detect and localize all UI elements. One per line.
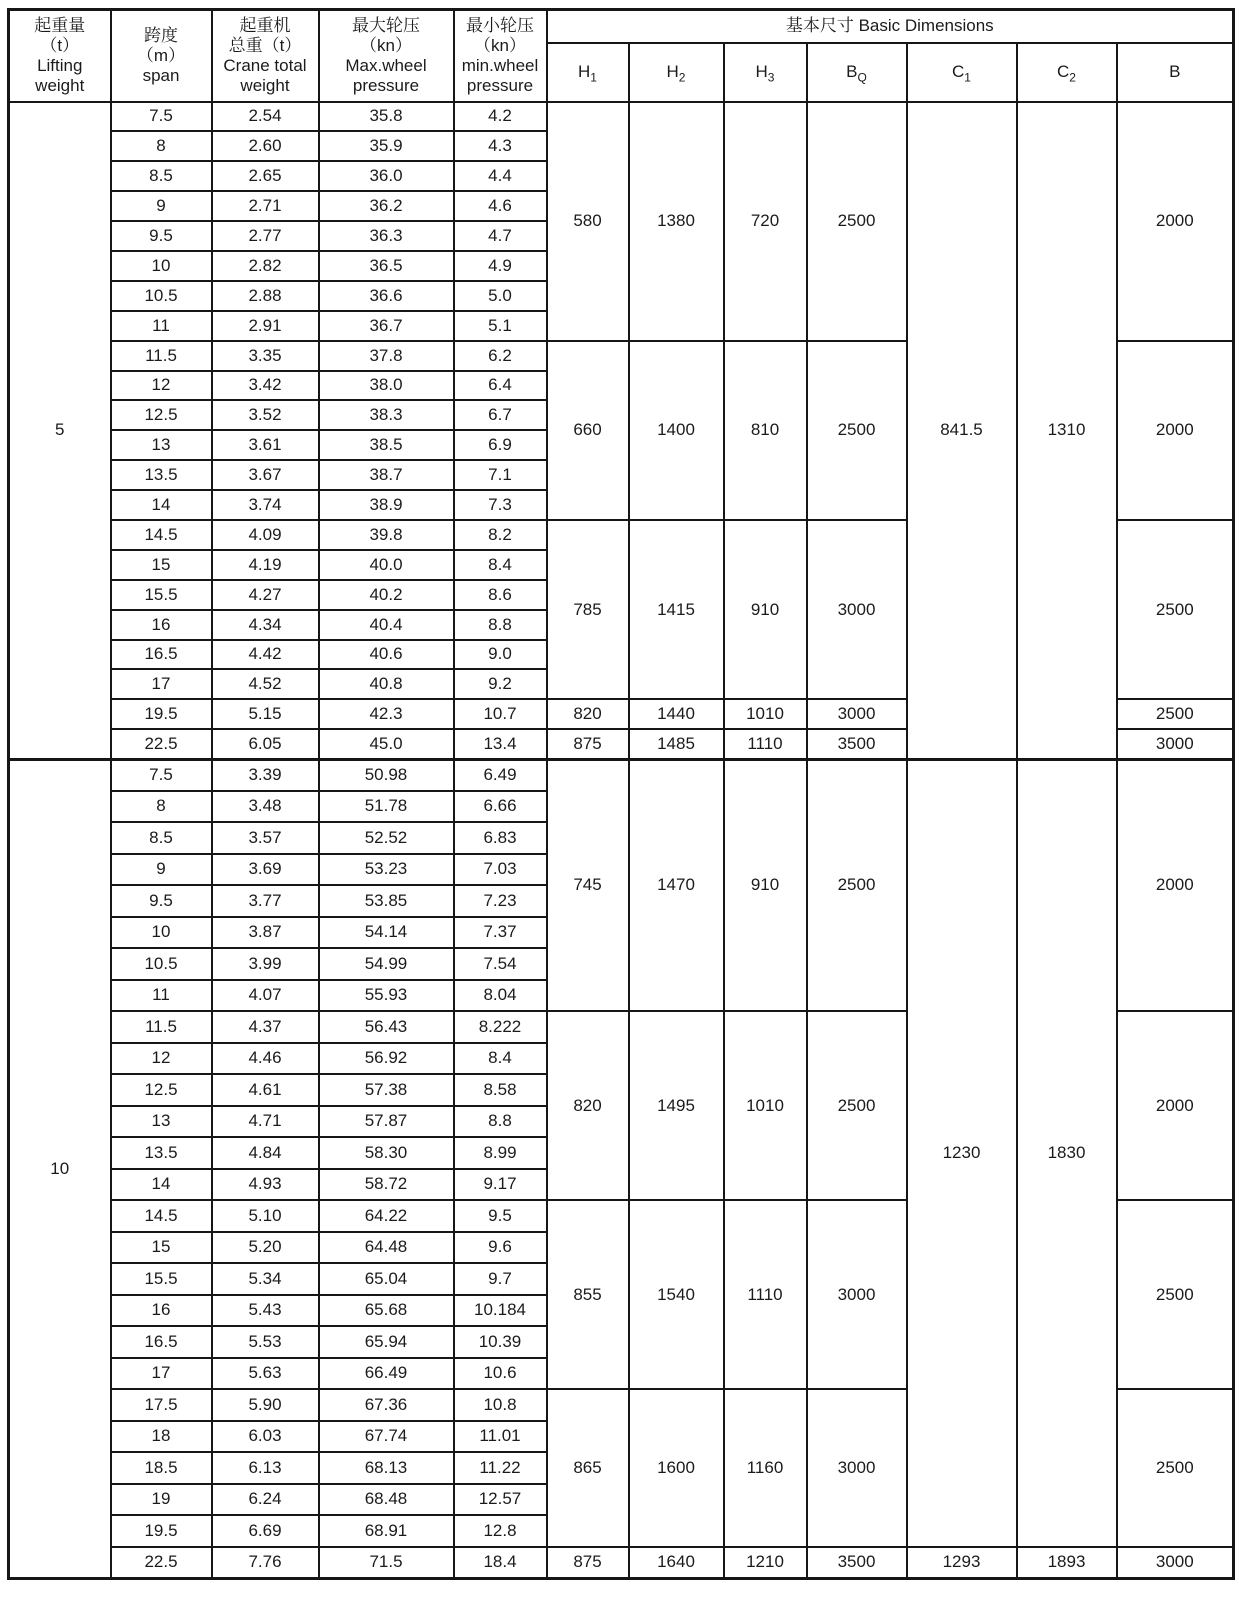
total-weight-cell: 3.57 bbox=[212, 822, 319, 854]
max-wheel-cell: 42.3 bbox=[319, 699, 454, 729]
max-wheel-cell: 66.49 bbox=[319, 1358, 454, 1390]
b-cell: 2500 bbox=[1117, 1200, 1234, 1389]
span-cell: 17 bbox=[111, 669, 212, 699]
b-cell: 3000 bbox=[1117, 729, 1234, 759]
h2-cell: 1440 bbox=[629, 699, 724, 729]
max-wheel-cell: 45.0 bbox=[319, 729, 454, 759]
col-header-span-en: span bbox=[142, 65, 180, 85]
span-cell: 10 bbox=[111, 917, 212, 949]
total-weight-cell: 6.05 bbox=[212, 729, 319, 759]
min-wheel-cell: 4.4 bbox=[454, 161, 547, 191]
max-wheel-cell: 40.6 bbox=[319, 640, 454, 670]
max-wheel-cell: 52.52 bbox=[319, 822, 454, 854]
col-header-min-wheel-unit: （kn） bbox=[474, 35, 526, 55]
span-cell: 7.5 bbox=[111, 759, 212, 791]
min-wheel-cell: 8.222 bbox=[454, 1011, 547, 1043]
min-wheel-cell: 13.4 bbox=[454, 729, 547, 759]
total-weight-cell: 4.34 bbox=[212, 610, 319, 640]
total-weight-cell: 3.61 bbox=[212, 430, 319, 460]
span-cell: 9 bbox=[111, 854, 212, 886]
span-cell: 15 bbox=[111, 1232, 212, 1264]
min-wheel-cell: 4.6 bbox=[454, 191, 547, 221]
c2-cell: 1893 bbox=[1017, 1547, 1117, 1579]
span-cell: 12.5 bbox=[111, 1074, 212, 1106]
total-weight-cell: 5.34 bbox=[212, 1263, 319, 1295]
total-weight-cell: 4.42 bbox=[212, 640, 319, 670]
span-cell: 8.5 bbox=[111, 822, 212, 854]
max-wheel-cell: 38.9 bbox=[319, 490, 454, 520]
min-wheel-cell: 7.54 bbox=[454, 948, 547, 980]
max-wheel-cell: 58.30 bbox=[319, 1137, 454, 1169]
b-cell: 2000 bbox=[1117, 341, 1234, 520]
max-wheel-cell: 54.14 bbox=[319, 917, 454, 949]
b-cell: 2500 bbox=[1117, 520, 1234, 699]
span-cell: 15 bbox=[111, 550, 212, 580]
h1-cell: 785 bbox=[547, 520, 629, 699]
min-wheel-cell: 12.57 bbox=[454, 1484, 547, 1516]
b-cell: 3000 bbox=[1117, 1547, 1234, 1579]
max-wheel-cell: 58.72 bbox=[319, 1169, 454, 1201]
max-wheel-cell: 36.0 bbox=[319, 161, 454, 191]
min-wheel-cell: 7.1 bbox=[454, 460, 547, 490]
h1-cell: 820 bbox=[547, 1011, 629, 1200]
span-cell: 7.5 bbox=[111, 102, 212, 132]
bq-cell: 2500 bbox=[807, 759, 907, 1011]
h1-cell: 865 bbox=[547, 1389, 629, 1547]
b-cell: 2500 bbox=[1117, 699, 1234, 729]
col-header-crane-total-weight-en2: weight bbox=[240, 75, 290, 95]
max-wheel-cell: 68.48 bbox=[319, 1484, 454, 1516]
total-weight-cell: 4.93 bbox=[212, 1169, 319, 1201]
total-weight-cell: 3.52 bbox=[212, 400, 319, 430]
min-wheel-cell: 9.7 bbox=[454, 1263, 547, 1295]
min-wheel-cell: 6.49 bbox=[454, 759, 547, 791]
span-cell: 14 bbox=[111, 1169, 212, 1201]
min-wheel-cell: 4.3 bbox=[454, 131, 547, 161]
bq-cell: 3000 bbox=[807, 1200, 907, 1389]
max-wheel-cell: 36.5 bbox=[319, 251, 454, 281]
span-cell: 8.5 bbox=[111, 161, 212, 191]
min-wheel-cell: 9.5 bbox=[454, 1200, 547, 1232]
min-wheel-cell: 4.7 bbox=[454, 221, 547, 251]
table-row bbox=[9, 759, 1234, 791]
col-header-lifting-weight-zh: 起重量 bbox=[34, 15, 86, 35]
max-wheel-cell: 55.93 bbox=[319, 980, 454, 1012]
max-wheel-cell: 37.8 bbox=[319, 341, 454, 371]
b-cell: 2000 bbox=[1117, 759, 1234, 1011]
max-wheel-cell: 56.92 bbox=[319, 1043, 454, 1075]
span-cell: 19.5 bbox=[111, 699, 212, 729]
h1-cell: 820 bbox=[547, 699, 629, 729]
total-weight-cell: 6.69 bbox=[212, 1515, 319, 1547]
h2-cell: 1640 bbox=[629, 1547, 724, 1579]
min-wheel-cell: 8.04 bbox=[454, 980, 547, 1012]
min-wheel-cell: 8.2 bbox=[454, 520, 547, 550]
max-wheel-cell: 71.5 bbox=[319, 1547, 454, 1579]
table-row bbox=[9, 1547, 1234, 1579]
min-wheel-cell: 10.8 bbox=[454, 1389, 547, 1421]
span-cell: 12.5 bbox=[111, 400, 212, 430]
col-header-max-wheel-en1: Max.wheel bbox=[345, 55, 427, 75]
total-weight-cell: 4.46 bbox=[212, 1043, 319, 1075]
span-cell: 9.5 bbox=[111, 221, 212, 251]
max-wheel-cell: 68.13 bbox=[319, 1452, 454, 1484]
min-wheel-cell: 9.17 bbox=[454, 1169, 547, 1201]
basic-dimensions-title: 基本尺寸 Basic Dimensions bbox=[547, 10, 1234, 43]
span-cell: 17 bbox=[111, 1358, 212, 1390]
total-weight-cell: 4.37 bbox=[212, 1011, 319, 1043]
col-header-max-wheel-pressure bbox=[319, 10, 454, 102]
min-wheel-cell: 8.58 bbox=[454, 1074, 547, 1106]
dim-col-header-c1: $C_1$ bbox=[907, 43, 1017, 102]
max-wheel-cell: 50.98 bbox=[319, 759, 454, 791]
max-wheel-cell: 67.36 bbox=[319, 1389, 454, 1421]
max-wheel-cell: 38.7 bbox=[319, 460, 454, 490]
bq-cell: 3000 bbox=[807, 520, 907, 699]
max-wheel-cell: 39.8 bbox=[319, 520, 454, 550]
total-weight-cell: 3.99 bbox=[212, 948, 319, 980]
total-weight-cell: 5.15 bbox=[212, 699, 319, 729]
span-cell: 9 bbox=[111, 191, 212, 221]
max-wheel-cell: 65.04 bbox=[319, 1263, 454, 1295]
span-cell: 15.5 bbox=[111, 580, 212, 610]
max-wheel-cell: 65.68 bbox=[319, 1295, 454, 1327]
min-wheel-cell: 7.37 bbox=[454, 917, 547, 949]
dim-col-header-bq: $B_Q$ bbox=[807, 43, 907, 102]
total-weight-cell: 2.77 bbox=[212, 221, 319, 251]
span-cell: 22.5 bbox=[111, 1547, 212, 1579]
min-wheel-cell: 10.7 bbox=[454, 699, 547, 729]
span-cell: 17.5 bbox=[111, 1389, 212, 1421]
min-wheel-cell: 8.4 bbox=[454, 550, 547, 580]
col-header-max-wheel-unit: （kn） bbox=[360, 35, 412, 55]
dim-col-header-b: B bbox=[1117, 43, 1234, 102]
min-wheel-cell: 9.0 bbox=[454, 640, 547, 670]
max-wheel-cell: 67.74 bbox=[319, 1421, 454, 1453]
span-cell: 11.5 bbox=[111, 341, 212, 371]
min-wheel-cell: 6.2 bbox=[454, 341, 547, 371]
min-wheel-cell: 6.7 bbox=[454, 400, 547, 430]
total-weight-cell: 3.48 bbox=[212, 791, 319, 823]
span-cell: 18.5 bbox=[111, 1452, 212, 1484]
bq-cell: 2500 bbox=[807, 102, 907, 341]
total-weight-cell: 5.43 bbox=[212, 1295, 319, 1327]
col-header-lifting-weight-en2: weight bbox=[35, 75, 85, 95]
span-cell: 19 bbox=[111, 1484, 212, 1516]
h1-cell: 580 bbox=[547, 102, 629, 341]
total-weight-cell: 3.69 bbox=[212, 854, 319, 886]
span-cell: 16 bbox=[111, 1295, 212, 1327]
total-weight-cell: 4.61 bbox=[212, 1074, 319, 1106]
total-weight-cell: 4.71 bbox=[212, 1106, 319, 1138]
span-cell: 13.5 bbox=[111, 460, 212, 490]
span-cell: 10.5 bbox=[111, 281, 212, 311]
b-cell: 2000 bbox=[1117, 102, 1234, 341]
max-wheel-cell: 36.2 bbox=[319, 191, 454, 221]
total-weight-cell: 7.76 bbox=[212, 1547, 319, 1579]
b-cell: 2500 bbox=[1117, 1389, 1234, 1547]
h1-cell: 855 bbox=[547, 1200, 629, 1389]
span-cell: 16.5 bbox=[111, 640, 212, 670]
col-header-min-wheel-en2: pressure bbox=[466, 75, 534, 95]
max-wheel-cell: 57.87 bbox=[319, 1106, 454, 1138]
col-header-span bbox=[111, 10, 212, 102]
h2-cell: 1400 bbox=[629, 341, 724, 520]
min-wheel-cell: 6.83 bbox=[454, 822, 547, 854]
span-cell: 12 bbox=[111, 1043, 212, 1075]
header-row-top bbox=[9, 10, 1234, 43]
max-wheel-cell: 65.94 bbox=[319, 1326, 454, 1358]
col-header-crane-total-weight-en1: Crane total bbox=[223, 55, 307, 75]
total-weight-cell: 2.54 bbox=[212, 102, 319, 132]
min-wheel-cell: 9.6 bbox=[454, 1232, 547, 1264]
min-wheel-cell: 10.184 bbox=[454, 1295, 547, 1327]
bq-cell: 3000 bbox=[807, 699, 907, 729]
h2-cell: 1415 bbox=[629, 520, 724, 699]
span-cell: 13 bbox=[111, 1106, 212, 1138]
min-wheel-cell: 8.8 bbox=[454, 610, 547, 640]
h1-cell: 875 bbox=[547, 729, 629, 759]
col-header-min-wheel-en1: min.wheel bbox=[461, 55, 539, 75]
col-header-span-unit: （m） bbox=[136, 45, 186, 65]
col-header-span-zh: 跨度 bbox=[144, 25, 178, 45]
h3-cell: 1010 bbox=[724, 699, 807, 729]
h3-cell: 1110 bbox=[724, 1200, 807, 1389]
span-cell: 14 bbox=[111, 490, 212, 520]
col-header-min-wheel-pressure bbox=[454, 10, 547, 102]
total-weight-cell: 5.20 bbox=[212, 1232, 319, 1264]
min-wheel-cell: 10.6 bbox=[454, 1358, 547, 1390]
col-header-lifting-weight bbox=[9, 10, 111, 102]
max-wheel-cell: 35.9 bbox=[319, 131, 454, 161]
h1-cell: 875 bbox=[547, 1547, 629, 1579]
lifting-weight-cell: 10 bbox=[9, 759, 111, 1578]
min-wheel-cell: 7.3 bbox=[454, 490, 547, 520]
total-weight-cell: 4.07 bbox=[212, 980, 319, 1012]
h3-cell: 910 bbox=[724, 520, 807, 699]
c2-cell: 1830 bbox=[1017, 759, 1117, 1547]
total-weight-cell: 6.03 bbox=[212, 1421, 319, 1453]
bq-cell: 2500 bbox=[807, 1011, 907, 1200]
span-cell: 10.5 bbox=[111, 948, 212, 980]
total-weight-cell: 2.82 bbox=[212, 251, 319, 281]
h2-cell: 1540 bbox=[629, 1200, 724, 1389]
span-cell: 10 bbox=[111, 251, 212, 281]
total-weight-cell: 3.74 bbox=[212, 490, 319, 520]
total-weight-cell: 2.65 bbox=[212, 161, 319, 191]
span-cell: 19.5 bbox=[111, 1515, 212, 1547]
h3-cell: 720 bbox=[724, 102, 807, 341]
span-cell: 13 bbox=[111, 430, 212, 460]
span-cell: 8 bbox=[111, 791, 212, 823]
c1-cell: 841.5 bbox=[907, 102, 1017, 760]
total-weight-cell: 4.19 bbox=[212, 550, 319, 580]
h2-cell: 1485 bbox=[629, 729, 724, 759]
h3-cell: 810 bbox=[724, 341, 807, 520]
total-weight-cell: 4.52 bbox=[212, 669, 319, 699]
max-wheel-cell: 40.4 bbox=[319, 610, 454, 640]
bq-cell: 2500 bbox=[807, 341, 907, 520]
min-wheel-cell: 8.6 bbox=[454, 580, 547, 610]
min-wheel-cell: 7.03 bbox=[454, 854, 547, 886]
span-cell: 16 bbox=[111, 610, 212, 640]
total-weight-cell: 6.13 bbox=[212, 1452, 319, 1484]
span-cell: 22.5 bbox=[111, 729, 212, 759]
total-weight-cell: 4.84 bbox=[212, 1137, 319, 1169]
lifting-weight-cell: 5 bbox=[9, 102, 111, 760]
col-header-lifting-weight-unit: （t） bbox=[40, 35, 80, 55]
h1-cell: 745 bbox=[547, 759, 629, 1011]
span-cell: 11.5 bbox=[111, 1011, 212, 1043]
c1-cell: 1230 bbox=[907, 759, 1017, 1547]
min-wheel-cell: 8.99 bbox=[454, 1137, 547, 1169]
span-cell: 18 bbox=[111, 1421, 212, 1453]
min-wheel-cell: 18.4 bbox=[454, 1547, 547, 1579]
min-wheel-cell: 5.1 bbox=[454, 311, 547, 341]
bq-cell: 3000 bbox=[807, 1389, 907, 1547]
span-cell: 14.5 bbox=[111, 1200, 212, 1232]
col-header-max-wheel-en2: pressure bbox=[352, 75, 420, 95]
span-cell: 14.5 bbox=[111, 520, 212, 550]
total-weight-cell: 3.42 bbox=[212, 371, 319, 401]
max-wheel-cell: 64.22 bbox=[319, 1200, 454, 1232]
total-weight-cell: 2.88 bbox=[212, 281, 319, 311]
max-wheel-cell: 40.2 bbox=[319, 580, 454, 610]
min-wheel-cell: 8.8 bbox=[454, 1106, 547, 1138]
table-header bbox=[9, 10, 1234, 102]
min-wheel-cell: 10.39 bbox=[454, 1326, 547, 1358]
dim-col-header-h1: $H_1$ bbox=[547, 43, 629, 102]
max-wheel-cell: 40.0 bbox=[319, 550, 454, 580]
max-wheel-cell: 35.8 bbox=[319, 102, 454, 132]
max-wheel-cell: 38.3 bbox=[319, 400, 454, 430]
min-wheel-cell: 11.01 bbox=[454, 1421, 547, 1453]
total-weight-cell: 3.77 bbox=[212, 885, 319, 917]
total-weight-cell: 3.39 bbox=[212, 759, 319, 791]
total-weight-cell: 2.71 bbox=[212, 191, 319, 221]
h2-cell: 1495 bbox=[629, 1011, 724, 1200]
table-body bbox=[9, 102, 1234, 1579]
h3-cell: 1160 bbox=[724, 1389, 807, 1547]
total-weight-cell: 5.53 bbox=[212, 1326, 319, 1358]
crane-spec-table bbox=[7, 8, 1235, 1580]
bq-cell: 3500 bbox=[807, 1547, 907, 1579]
min-wheel-cell: 11.22 bbox=[454, 1452, 547, 1484]
total-weight-cell: 3.87 bbox=[212, 917, 319, 949]
max-wheel-cell: 36.6 bbox=[319, 281, 454, 311]
max-wheel-cell: 38.0 bbox=[319, 371, 454, 401]
dim-col-header-h3: $H_3$ bbox=[724, 43, 807, 102]
span-cell: 11 bbox=[111, 311, 212, 341]
max-wheel-cell: 57.38 bbox=[319, 1074, 454, 1106]
c1-cell: 1293 bbox=[907, 1547, 1017, 1579]
b-cell: 2000 bbox=[1117, 1011, 1234, 1200]
min-wheel-cell: 4.2 bbox=[454, 102, 547, 132]
min-wheel-cell: 6.4 bbox=[454, 371, 547, 401]
col-header-lifting-weight-en1: Lifting bbox=[37, 55, 83, 75]
span-cell: 15.5 bbox=[111, 1263, 212, 1295]
span-cell: 16.5 bbox=[111, 1326, 212, 1358]
total-weight-cell: 2.60 bbox=[212, 131, 319, 161]
min-wheel-cell: 12.8 bbox=[454, 1515, 547, 1547]
h2-cell: 1470 bbox=[629, 759, 724, 1011]
min-wheel-cell: 5.0 bbox=[454, 281, 547, 311]
h3-cell: 1010 bbox=[724, 1011, 807, 1200]
h2-cell: 1380 bbox=[629, 102, 724, 341]
total-weight-cell: 4.09 bbox=[212, 520, 319, 550]
total-weight-cell: 6.24 bbox=[212, 1484, 319, 1516]
min-wheel-cell: 9.2 bbox=[454, 669, 547, 699]
col-header-max-wheel-zh: 最大轮压 bbox=[352, 15, 420, 35]
max-wheel-cell: 40.8 bbox=[319, 669, 454, 699]
max-wheel-cell: 64.48 bbox=[319, 1232, 454, 1264]
span-cell: 11 bbox=[111, 980, 212, 1012]
bq-cell: 3500 bbox=[807, 729, 907, 759]
min-wheel-cell: 7.23 bbox=[454, 885, 547, 917]
min-wheel-cell: 6.9 bbox=[454, 430, 547, 460]
min-wheel-cell: 8.4 bbox=[454, 1043, 547, 1075]
dim-col-header-c2: $C_2$ bbox=[1017, 43, 1117, 102]
total-weight-cell: 3.67 bbox=[212, 460, 319, 490]
h1-cell: 660 bbox=[547, 341, 629, 520]
h3-cell: 1110 bbox=[724, 729, 807, 759]
total-weight-cell: 2.91 bbox=[212, 311, 319, 341]
max-wheel-cell: 68.91 bbox=[319, 1515, 454, 1547]
max-wheel-cell: 36.3 bbox=[319, 221, 454, 251]
c2-cell: 1310 bbox=[1017, 102, 1117, 760]
max-wheel-cell: 56.43 bbox=[319, 1011, 454, 1043]
max-wheel-cell: 53.85 bbox=[319, 885, 454, 917]
total-weight-cell: 5.63 bbox=[212, 1358, 319, 1390]
h2-cell: 1600 bbox=[629, 1389, 724, 1547]
h3-cell: 1210 bbox=[724, 1547, 807, 1579]
max-wheel-cell: 51.78 bbox=[319, 791, 454, 823]
total-weight-cell: 5.10 bbox=[212, 1200, 319, 1232]
span-cell: 13.5 bbox=[111, 1137, 212, 1169]
col-header-crane-total-weight-zh2: 总重（t） bbox=[228, 35, 302, 55]
dim-col-header-h2: $H_2$ bbox=[629, 43, 724, 102]
max-wheel-cell: 36.7 bbox=[319, 311, 454, 341]
col-header-min-wheel-zh: 最小轮压 bbox=[466, 15, 534, 35]
col-header-crane-total-weight-zh1: 起重机 bbox=[239, 15, 291, 35]
max-wheel-cell: 54.99 bbox=[319, 948, 454, 980]
total-weight-cell: 3.35 bbox=[212, 341, 319, 371]
min-wheel-cell: 6.66 bbox=[454, 791, 547, 823]
h3-cell: 910 bbox=[724, 759, 807, 1011]
max-wheel-cell: 53.23 bbox=[319, 854, 454, 886]
total-weight-cell: 5.90 bbox=[212, 1389, 319, 1421]
total-weight-cell: 4.27 bbox=[212, 580, 319, 610]
col-header-crane-total-weight bbox=[212, 10, 319, 102]
span-cell: 9.5 bbox=[111, 885, 212, 917]
span-cell: 8 bbox=[111, 131, 212, 161]
min-wheel-cell: 4.9 bbox=[454, 251, 547, 281]
table-row bbox=[9, 102, 1234, 132]
max-wheel-cell: 38.5 bbox=[319, 430, 454, 460]
span-cell: 12 bbox=[111, 371, 212, 401]
